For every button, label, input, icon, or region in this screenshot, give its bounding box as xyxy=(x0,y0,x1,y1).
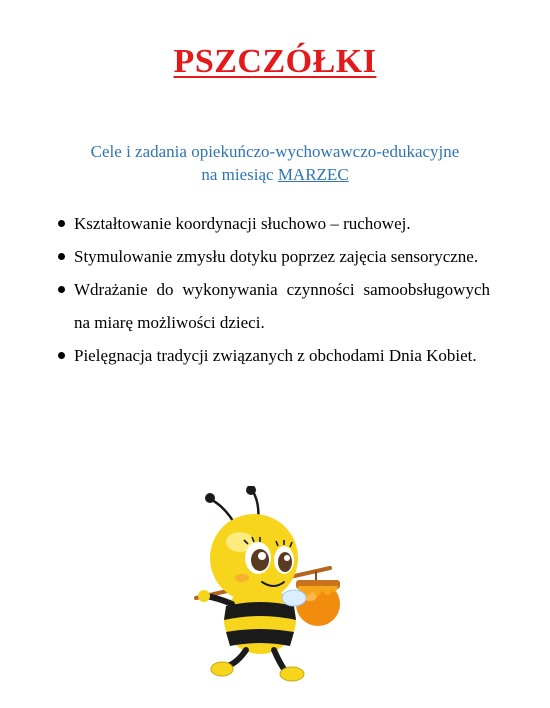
subtitle xyxy=(0,140,550,186)
subtitle-month: MARZEC xyxy=(277,165,349,184)
bee-arm xyxy=(206,596,232,604)
goal-text: Pielęgnacja tradycji związanych z obchodami Dnia Kobiet. xyxy=(74,346,477,365)
goal-item xyxy=(58,240,490,273)
goal-text: Kształtowanie koordynacji słuchowo – ruchowej. xyxy=(74,214,411,233)
bullet-icon xyxy=(58,253,65,260)
bee-illustration xyxy=(188,486,343,686)
bee-legs xyxy=(211,650,304,681)
goal-item xyxy=(58,273,490,339)
goal-text: Stymulowanie zmysłu dotyku poprzez zajęcia sensoryczne. xyxy=(74,247,479,266)
goal-item xyxy=(58,339,490,372)
page-title-text: PSZCZÓŁKI xyxy=(173,43,377,80)
bullet-icon xyxy=(58,352,65,359)
bullet-icon xyxy=(58,286,65,293)
subtitle-prefix: na miesiąc xyxy=(201,165,278,184)
goal-text: Wdrażanie do wykonywania czynności samoobsługowych na miarę możliwości dzieci. xyxy=(74,280,490,332)
bullet-icon xyxy=(58,220,65,227)
bee-head xyxy=(210,514,298,602)
goals-list xyxy=(58,207,490,372)
goal-item xyxy=(58,207,490,240)
subtitle-line-2 xyxy=(0,163,550,186)
page-title xyxy=(0,42,550,82)
subtitle-line-1: Cele i zadania opiekuńczo-wychowawczo-edukacyjne xyxy=(90,142,460,161)
